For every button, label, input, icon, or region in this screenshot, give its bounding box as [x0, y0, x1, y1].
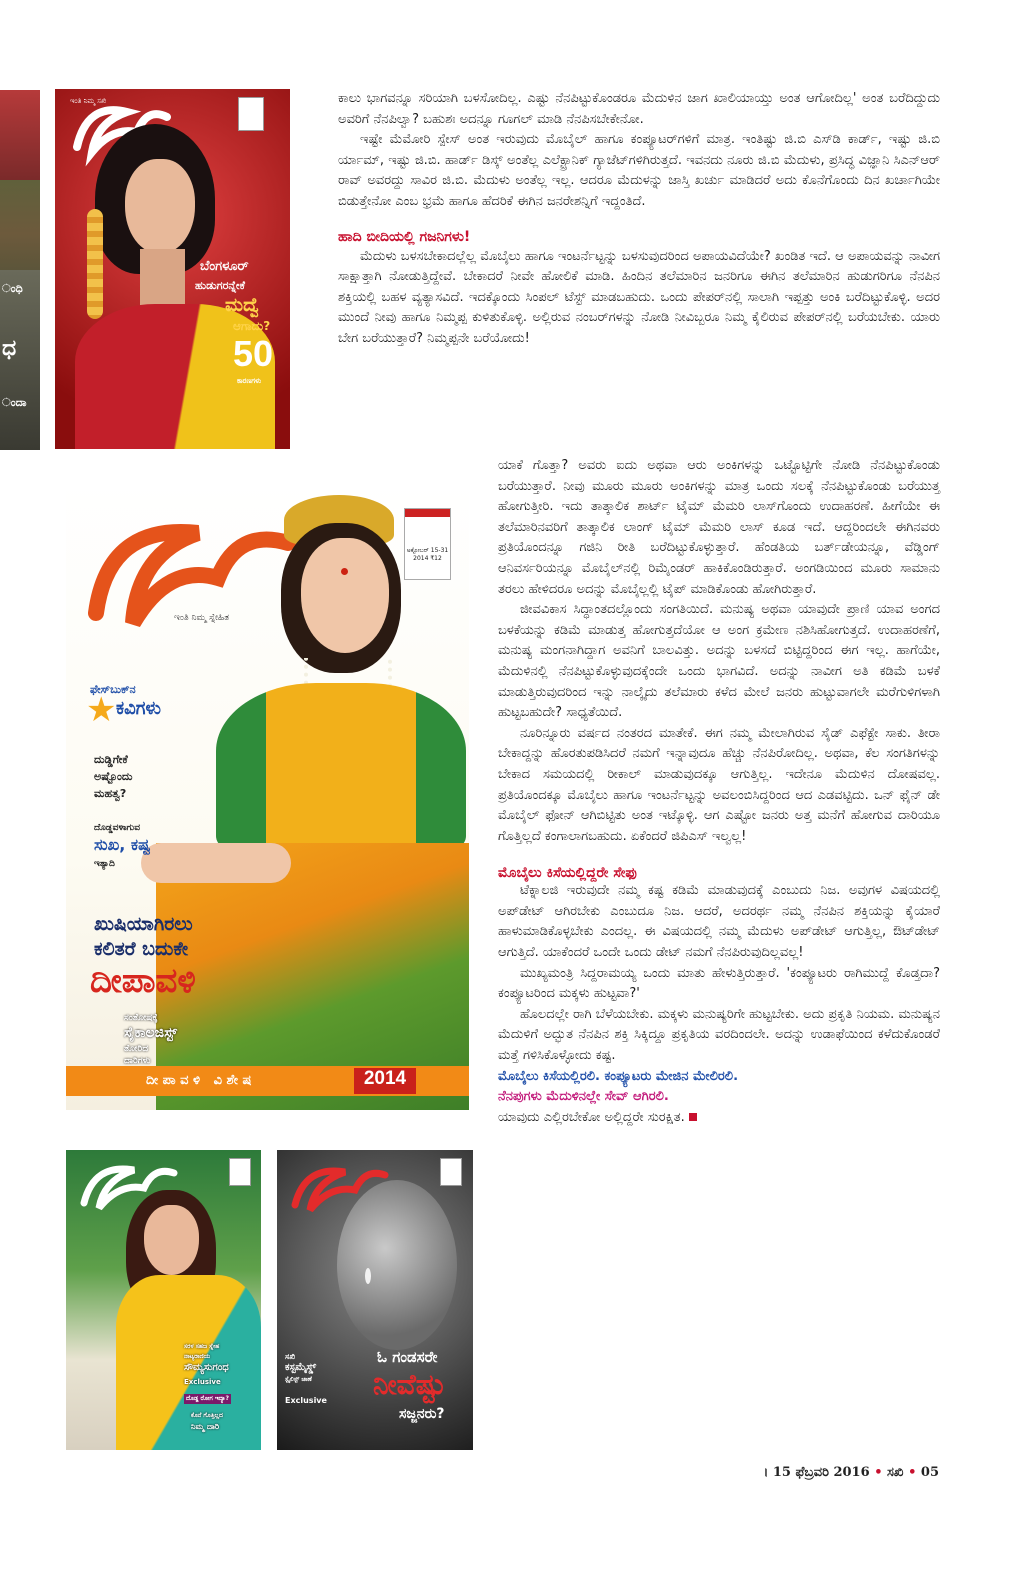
br-statue-face [337, 1180, 457, 1350]
main-banner [66, 1066, 469, 1096]
main-grow-line3: ಇತ್ಯಾದಿ [94, 859, 115, 869]
strip-text-3: ಂದಾ [2, 396, 27, 409]
barcode-badge [238, 97, 264, 131]
dancer-blouse [216, 683, 466, 853]
bl-badge [229, 1158, 251, 1186]
bottom-right-cover [277, 1150, 473, 1450]
bl-exclusive: Exclusive [184, 1378, 221, 1386]
dancer-hands [141, 843, 291, 883]
cover-top-line1: ಬೆಂಗಳೂರ್ [200, 259, 249, 274]
top-cover [55, 89, 290, 449]
article-wide-column [338, 89, 940, 350]
closing-line-last [498, 1108, 940, 1129]
main-cover [66, 483, 469, 1110]
left-cover-strip [0, 90, 40, 450]
main-headline1: ಖುಷಿಯಾಗಿರಲು [94, 913, 193, 935]
main-banner-year: 2014 [354, 1068, 416, 1094]
cover-tagline: ಇಂತಿ ನಿಮ್ಮ ಸಖಿ [70, 97, 107, 105]
paragraph-section2-2: ಮುಖ್ಯಮಂತ್ರಿ ಸಿದ್ದರಾಮಯ್ಯ ಒಂದು ಮಾತು ಹೇಳುತ್ತಿರುತ್ತಾರೆ. 'ಕಂಪ್ಯೂಟರು ರಾಗಿಮುದ್ದೆ ಕೊಡ್ತದಾ? ಕಂಪ್ಯೂಟರಿಂದ ಮಕ್ಕಳು ಹುಟ್ಟವಾ?' [498, 965, 940, 1002]
footer-dot-2: • [908, 1465, 917, 1480]
footer-page: 05 [920, 1465, 939, 1480]
paragraph-section2-1: ಟೆಕ್ನಾಲಜಿ ಇರುವುದೇ ನಮ್ಮ ಕಷ್ಟ ಕಡಿಮೆ ಮಾಡುವುದಕ್ಕೆ ಎಂಬುದು ನಿಜ. ಅವುಗಳ ವಿಷಯದಲ್ಲಿ ಅಪ್‌ಡೇಟ್ ಆಗಿರಬೇಕು ಎಂಬುದೂ ನಿಜ. ಆದರೆ, ಅದರರ್ಥ ನಮ್ಮ ನೆನಪಿನ ಶಕ್ತಿಯನ್ನು ಕೈಯಾರೆ ಹಾಳುಮಾಡಿಕೊಳ್ಳಬೇಕು ಎಂದಲ್ಲ. ಈ ವಿಷಯದಲ್ಲಿ ನಮ್ಮ ಮೆದುಳು ಅಪ್‌ಡೇಟ್ ಆಗುತ್ತಿಲ್ಲ, ಔಟ್‌ಡೇಟ್ ಆಗುತ್ತಿದೆ. ಯಾಕೆಂದರೆ ಒಂದೇ ಒಂದು ಡೇಟ್ ನಮಗೆ ನೆನಪಿರುವುದಿಲ್ಲವಲ್ಲ! [498, 883, 940, 961]
cover-top-line3: ಮದ್ವೆ [225, 294, 260, 316]
strip-text-2: ಧ [2, 336, 17, 361]
main-badge-issue: ಅಕ್ಟೋಬರ್ 15-31 [406, 547, 449, 554]
main-badge [404, 508, 451, 580]
br-exclusive: Exclusive [285, 1396, 327, 1405]
paragraph-section1-narrow-3: ನೂರಿನ್ನೂರು ವರ್ಷದ ನಂತರದ ಮಾತೇಕೆ. ಈಗ ನಮ್ಮ ಮೇಲಾಗಿರುವ ಸೈಡ್ ಎಫೆಕ್ಟೇ ಸಾಕು. ತೀರಾ ಬೇಕಾದ್ದನ್ನು ಹೊರತುಪಡಿಸಿದರೆ ನಮಗೆ ಇನ್ನಾವುದೂ ಹೆಚ್ಚು ನೆನಪಿರೋದಿಲ್ಲ. ಅಥವಾ, ಕೆಲ ಸಂಗತಿಗಳನ್ನು ಬೇಕಾದ ಸಮಯದಲ್ಲಿ ರೀಕಾಲ್ ಮಾಡುವುದಕ್ಕೂ ಆಗುತ್ತಿಲ್ಲ. ಇದೇನೂ ಮೆದುಳಿನ ದೋಷವಲ್ಲ. ಪ್ರತಿಯೊಂದಕ್ಕೂ ಮೊಬೈಲು ಹಾಗೂ ಇಂಟರ್ನೆಟ್ಟನ್ನು ಅವಲಂಬಿಸಿದ್ದರಿಂದ ಆದ ಎಡವಟ್ಟಿದು. ಒನ್ ಫೈನ್ ಡೇ ಮೊಬೈಲ್ ಫೋನ್ ಆಗಿಬಿಟ್ಟಿತು ಅಂತ ಇಟ್ಕೊಳ್ಳಿ. ಆಗ ಎಷ್ಟೋ ಜನರು ಅತ್ತ ಮನೆಗೆ ಹೋಗುವ ದಾರಿಯೂ ಗೊತ್ತಿಲ್ಲದೆ ಕಂಗಾಲಾಗಬಹುದು. ಏಕೆಂದರೆ ಜಿಪಿಎಸ್ ಇಲ್ವಲ್ಲ! [498, 725, 940, 844]
star-icon: ★ [86, 690, 117, 730]
paragraph-intro-2: ಇಷ್ಟೇ ಮೆಮೋರಿ ಸ್ಪೇಸ್ ಅಂತ ಇರುವುದು ಮೊಬೈಲ್ ಹಾಗೂ ಕಂಪ್ಯೂಟರ್‌ಗಳಿಗೆ ಮಾತ್ರ. ಇಂತಿಷ್ಟು ಜಿ.ಬಿ ಎಸ್‌ಡಿ ಕಾರ್ಡ್, ಇಷ್ಟು ಜಿ.ಬಿ ರ್ಯಾಮ್, ಇಷ್ಟು ಜಿ.ಬಿ. ಹಾರ್ಡ್ ಡಿಸ್ಕ್ ಅಂತೆಲ್ಲ ಎಲೆಕ್ಟ್ರಾನಿಕ್ ಗ್ಯಾಜೆಟ್‌ಗಳಿಗಿರುತ್ತದೆ. ಇವನದು ನೂರು ಜಿ.ಬಿ ಮೆದುಳು, ಪ್ರಸಿದ್ಧ ವಿಜ್ಞಾನಿ ಸಿಎನ್‌ಆರ್ ರಾವ್ ಅವರದ್ದು ಸಾವಿರ ಜಿ.ಬಿ. ಮೆದುಳು ಅಂತೆಲ್ಲ ಇಲ್ಲ. ಆದರೂ ಮೆದುಳನ್ನು ಜಾಸ್ತಿ ಖರ್ಚು ಮಾಡಿದರೆ ಅದು ಕೊನೆಗೊಂದು ದಿನ ಖರ್ಚಾಗಿಯೇ ಬಿಡುತ್ತೇನೋ ಎಂಬ ಭ್ರಮೆ ಹಾಗೂ ಹೆದರಿಕೆ ಈಗಿನ ಜನರೇಶನ್ನಿಗೆ ಇದ್ದಂತಿದೆ. [338, 132, 940, 209]
main-money-line3: ಮಹತ್ವ? [94, 787, 127, 800]
paragraph-section1-narrow-1: ಯಾಕೆ ಗೊತ್ತಾ? ಅವರು ಐದು ಅಥವಾ ಆರು ಅಂಕಿಗಳನ್ನು ಒಟ್ಟೊಟ್ಟಿಗೇ ನೋಡಿ ನೆನಪಿಟ್ಟುಕೊಂಡು ಬರೆಯುತ್ತಾರೆ. ನೀವು ಮೂರು ಮೂರು ಅಂಕಿಗಳನ್ನು ಮಾತ್ರ ಒಂದು ಸಲಕ್ಕೆ ನೆನಪಿಟ್ಟುಕೊಂಡು ಬರೆಯುತ್ತ ಹೋಗುತ್ತೀರಿ. ಇದು ತಾತ್ಕಾಲಿಕ ಶಾರ್ಟ್ ಟೈಮ್ ಮೆಮರಿ ಲಾಸ್‌ಗೊಂದು ಉದಾಹರಣೆ. ಹೀಗೆಯೇ ಈ ತಲೆಮಾರಿನವರಿಗೆ ತಾತ್ಕಾಲಿಕ ಲಾಂಗ್ ಟೈಮ್ ಮೆಮರಿ ಲಾಸ್ ಕೂಡ ಇದೆ. ಆದ್ದರಿಂದಲೇ ಈಗಿನವರು ಪ್ರತಿಯೊಂದನ್ನೂ ಗಜಿನಿ ರೀತಿ ಬರೆದಿಟ್ಟುಕೊಳ್ಳುತ್ತಾರೆ. ಹೆಂಡತಿಯ ಬರ್ತ್‌ಡೇಯನ್ನೂ, ವೆಡ್ಡಿಂಗ್ ಆನಿವರ್ಸರಿಯನ್ನೂ ಮೊಬೈಲ್‌ನಲ್ಲಿ ರಿಮೈಂಡರ್ ಹಾಕಿಕೊಂಡಿರುತ್ತಾರೆ. ಅಂಗಡಿಯಿಂದ ಮೂರು ಸಾಮಾನು ತರಲು ಹೇಳಿದರೂ ಅದನ್ನು ಮೊಬೈಲ್ಲಲ್ಲಿ ಟೈಪ್ ಮಾಡಿಕೊಂಡು ಹೋಗಿರುತ್ತಾರೆ. [498, 458, 940, 597]
paragraph-section2-3: ಹೊಲದಲ್ಲೇ ರಾಗಿ ಬೆಳೆಯಬೇಕು. ಮಕ್ಕಳು ಮನುಷ್ಯರಿಗೇ ಹುಟ್ಟಬೇಕು. ಅದು ಪ್ರಕೃತಿ ನಿಯಮ. ಮನುಷ್ಯನ ಮೆದುಳಿಗೆ ಅದ್ಭುತ ನೆನಪಿನ ಶಕ್ತಿ ಸಿಕ್ಕಿದ್ದೂ ಪ್ರಕೃತಿಯ ವರದಿಂದಲೇ. ಅದನ್ನು ಉಡಾಫೆಯಿಂದ ಕಳೆದುಕೊಂಡರೆ ಮತ್ತೆ ಗಳಿಸಿಕೊಳ್ಳೋದು ಕಷ್ಟ. [498, 1006, 940, 1064]
main-logo [78, 503, 303, 657]
main-headline3: ದೀಪಾವಳಿ [90, 961, 196, 1001]
main-grow-line2: ಸುಖ, ಕಷ್ಟ [94, 835, 151, 854]
dancer-bindi [341, 568, 348, 575]
strip-text-1: ಂಧಿ [2, 282, 23, 295]
closing-text: ಯಾವುದು ಎಲ್ಲಿರಬೇಕೋ ಅಲ್ಲಿದ್ದರೇ ಸುರಕ್ಷಿತ. [498, 1109, 685, 1125]
br-tear [365, 1268, 371, 1284]
main-grow-line1: ದೊಡ್ಡವಳಾಗುವ [94, 823, 141, 833]
main-sub4: ದಾರಿಗಳು [124, 1056, 151, 1066]
article-narrow-column [498, 456, 940, 1128]
footer-sep: । [763, 1465, 769, 1480]
footer-date: 15 ಫೆಬ್ರವರಿ 2016 [772, 1465, 870, 1480]
br-line2: ಕಸ್ಟಮೈಸ್ಡ್ [285, 1362, 317, 1373]
br-line3: ಸ್ಟೈಲಿಸ್ಟ್ ಜಾಣೆ [285, 1376, 312, 1383]
bl-line3: ಸೌಮ್ಯಸುಗಂಧ [184, 1362, 229, 1373]
bl-line1: ಸರಳ ಸಹಜ ಸ್ನೇಹ [184, 1343, 220, 1350]
cover-top-line2: ಹುಡುಗರನ್ನೇಕೆ [195, 279, 245, 292]
main-money-line2: ಅಷ್ಟೊಂದು [94, 770, 133, 783]
cover-top-number: 50 [233, 333, 274, 374]
main-badge-price: 2014 ₹12 [413, 555, 442, 562]
main-sub2: ಸೈಕಾಲಜಿಸ್ಟ್ [124, 1025, 178, 1041]
closing-line-magenta: ನೆನಪುಗಳು ಮೆದುಳಿನಲ್ಲೇ ಸೇವ್ ಆಗಿರಲಿ. [498, 1089, 669, 1105]
section-heading-2: ಮೊಬೈಲು ಕಿಸೆಯಲ್ಲಿದ್ದರೇ ಸೇಫು [498, 865, 637, 882]
end-mark-icon [689, 1113, 697, 1121]
main-fb-line2: ಕವಿಗಳು [116, 698, 161, 719]
dancer-face [301, 538, 389, 653]
bl-line5: ಕೊನೆ ಗೊತ್ತಿಲ್ಲದ [191, 1412, 223, 1419]
paragraph-section1-narrow-2: ಜೀವವಿಕಾಸ ಸಿದ್ಧಾಂತದಲ್ಲೊಂದು ಸಂಗತಿಯಿದೆ. ಮನುಷ್ಯ ಅಥವಾ ಯಾವುದೇ ಪ್ರಾಣಿ ಯಾವ ಅಂಗದ ಬಳಕೆಯನ್ನು ಕಡಿಮೆ ಮಾಡುತ್ತ ಹೋಗುತ್ತದೆಯೋ ಆ ಅಂಗ ಕ್ರಮೇಣ ನಶಿಸಿಹೋಗುತ್ತದೆ. ಉದಾಹರಣೆಗೆ, ಮನುಷ್ಯ ಮಂಗನಾಗಿದ್ದಾಗ ಅವನಿಗೆ ಬಾಲವಿತ್ತು. ಅದನ್ನು ಬಳಸದೆ ಬಿಟ್ಟಿದ್ದರಿಂದ ಈಗ ಇಲ್ಲ. ಹಾಗೆಯೇ, ಮೆದುಳಿನಲ್ಲಿ ನೆನಪಿಟ್ಟುಕೊಳ್ಳುವುದಕ್ಕೆಂದೇ ಒಂದು ಭಾಗವಿದೆ. ಅದನ್ನು ನಾವೀಗ ಅತಿ ಕಡಿಮೆ ಬಳಕೆ ಮಾಡುತ್ತಿರುವುದರಿಂದ ಇನ್ನು ನಾಲ್ಕೈದು ತಲೆಮಾರು ಕಳೆದ ಮೇಲೆ ಜನರು ಹುಟ್ಟುವಾಗಲೇ ಮರೆಗುಳಿಗಳಾಗಿ ಹುಟ್ಟಬಹುದೇ? ಸಾಧ್ಯತೆಯಿದೆ. [498, 602, 940, 721]
paragraph-section1-wide: ಮೆದುಳು ಬಳಸಬೇಕಾದಲ್ಲೆಲ್ಲ ಮೊಬೈಲು ಹಾಗೂ ಇಂಟರ್ನೆಟ್ಟನ್ನು ಬಳಸುವುದರಿಂದ ಅಪಾಯವಿದೆಯೇ? ಖಂಡಿತ ಇದೆ. ಆ ಅಪಾಯವನ್ನು ನಾವೀಗ ಸಾಕ್ಷಾತ್ತಾಗಿ ನೋಡುತ್ತಿದ್ದೇವೆ. ಬೇಕಾದರೆ ನೀವೇ ಹೋಲಿಕೆ ಮಾಡಿ. ಹಿಂದಿನ ತಲೆಮಾರಿನ ಜನರಿಗೂ ಈಗಿನ ತಲೆಮಾರಿನ ಹುಡುಗರಿಗೂ ನೆನಪಿನ ಶಕ್ತಿಯಲ್ಲಿ ಬಹಳ ವ್ಯತ್ಯಾಸವಿದೆ. ಇದಕ್ಕೊಂದು ಸಿಂಪಲ್ ಟೆಸ್ಟ್ ಮಾಡಬಹುದು. ಒಂದು ಪೇಪರ್‌ನಲ್ಲಿ ಸಾಲಾಗಿ ಇಪ್ಪತ್ತು ಅಂಕಿ ಬರೆದಿಟ್ಟುಕೊಳ್ಳಿ. ಅದರ ಮುಂದೆ ನೀವು ಹಾಗೂ ನಿಮ್ಮಪ್ಪ ಕುಳಿತುಕೊಳ್ಳಿ. ಅಲ್ಲಿರುವ ನಂಬರ್‌ಗಳನ್ನು ನೋಡಿ ನೀವಿಬ್ಬರೂ ನಿಮ್ಮ ಕೈಲಿರುವ ಪೇಪರ್‌ನಲ್ಲಿ ಬರೆಯಬೇಕು. ಯಾರು ಬೇಗ ಬರೆಯುತ್ತಾರೆ? ನಿಮ್ಮಪ್ಪನೇ ಬರೆಯೋದು! [338, 248, 940, 346]
main-fb-line1: ಫೇಸ್‌ಬುಕ್‌ನ [90, 683, 136, 696]
main-sub3: ತೋರಿದ [124, 1044, 149, 1054]
bl-model-face [144, 1205, 199, 1275]
br-line1: ಸಖಿ [285, 1352, 296, 1361]
cover-top-number-sub: ಕಾರಣಗಳು [237, 377, 262, 385]
bottom-left-cover [66, 1150, 261, 1450]
br-headline2: ನೀವೆಷ್ಟು [373, 1368, 446, 1401]
page-footer [763, 1465, 939, 1480]
model-flowers [87, 209, 103, 319]
footer-dot-1: • [874, 1465, 883, 1480]
footer-magazine: ಸಖಿ [887, 1465, 904, 1480]
br-headline1: ಓ ಗಂಡಸರೇ [377, 1348, 438, 1366]
main-tagline: ಇಂತಿ ನಿಮ್ಮ ಸ್ನೇಹಿತ [174, 613, 230, 623]
main-headline2: ಕಲಿತರೆ ಬದುಕೇ [94, 938, 189, 960]
bl-line4: ದೊಡ್ಡ ರೋಗ ಇದ್ಯಾ? [186, 1395, 230, 1402]
bl-line2: ನಾಟ್ಯರಾಣಿಯ [184, 1353, 211, 1360]
bl-line6: ನಿಮ್ಮ ದಾರಿ [191, 1422, 220, 1431]
br-badge [440, 1158, 462, 1186]
section-heading-1: ಹಾದಿ ಬೀದಿಯಲ್ಲಿ ಗಜನಿಗಳು! [338, 228, 471, 245]
main-banner-text: ದೀ ಪಾ ವ ಳಿ ವಿ ಶೇ ಷ [146, 1073, 252, 1088]
main-sub1: ಸಂತೋಷಕ್ಕೆ [124, 1013, 158, 1023]
paragraph-intro-1: ಕಾಲು ಭಾಗವನ್ನೂ ಸರಿಯಾಗಿ ಬಳಸೋದಿಲ್ಲ. ಎಷ್ಟು ನೆನಪಿಟ್ಟುಕೊಂಡರೂ ಮೆದುಳಿನ ಜಾಗ ಖಾಲಿಯಾಯ್ತು ಅಂತ ಆಗೋದಿಲ್ಲ' ಅಂತ ಬರೆದಿದ್ದುದು ಅವರಿಗೆ ನೆನಪಿಲ್ವಾ? ಬಹುಶಃ ಅದನ್ನೂ ಗೂಗಲ್ ಮಾಡಿ ನೆನಪಿಸಬೇಕೇನೋ. [338, 91, 940, 127]
model-neck [140, 249, 185, 309]
model-face [125, 159, 195, 254]
closing-line-blue: ಮೊಬೈಲು ಕಿಸೆಯಲ್ಲಿರಲಿ. ಕಂಪ್ಯೂಟರು ಮೇಜಿನ ಮೇಲಿರಲಿ. [498, 1068, 739, 1084]
main-money-line1: ದುಡ್ಡಿಗೇಕೆ [94, 753, 128, 766]
br-headline3: ಸಜ್ಜನರು? [399, 1406, 445, 1422]
cover-top-line4: ಆಗಾದು? [233, 319, 271, 333]
